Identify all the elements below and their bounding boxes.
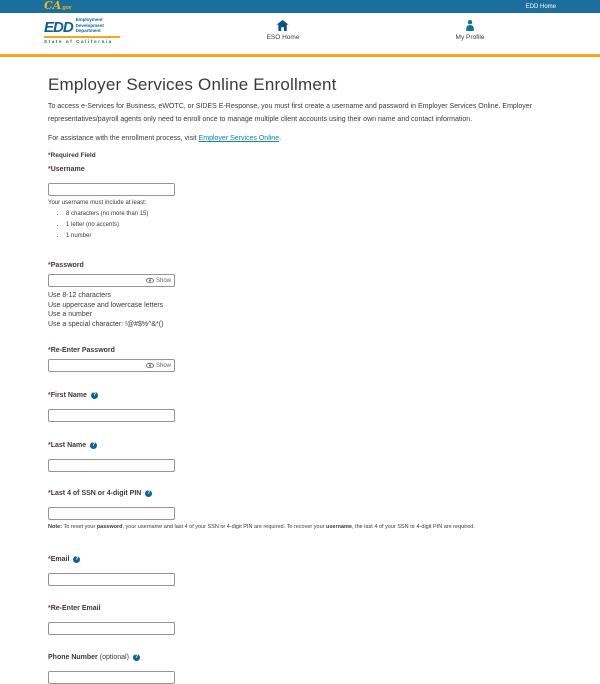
last-name-input[interactable] [48,459,175,472]
required-field-note: *Required Field [48,152,96,159]
username-requirements [66,210,552,240]
phone-help-icon[interactable]: ? [134,654,139,660]
password-rule: Use a number [48,311,92,318]
first-name-group [48,392,552,422]
utility-bar [0,0,600,13]
page-title: Employer Services Online Enrollment [48,75,337,94]
ssn-pin-label: *Last 4 of SSN or 4-digit PIN ? [48,490,151,497]
email-help-icon[interactable]: ? [75,556,79,562]
nav-eso-home[interactable] [267,20,300,41]
last-name-label: *Last Name ? [48,442,96,449]
enrollment-form [0,57,600,684]
last-name-group [48,442,552,472]
username-requirement: • 8 characters (no more than 15) [66,210,552,218]
first-name-help-icon[interactable]: ? [92,392,97,398]
username-input[interactable] [48,183,175,196]
ssn-pin-note: Note: To reset your password, your username and last 4 of your SSN or 4-digit PIN are required. To recover your username, the last 4 of your SSN or 4-digit PIN are required. [48,524,475,530]
home-icon [277,20,289,31]
email-input[interactable] [48,573,175,586]
password-rule: Use 8-12 characters [48,292,112,299]
eye-icon [146,363,154,368]
username-hint: Your username must include at least: [48,200,147,206]
password-rule: Use uppercase and lowercase letters [48,301,164,309]
phone-group [48,654,552,684]
phone-label: Phone Number (optional) ? [48,654,139,661]
first-name-input[interactable] [48,409,175,422]
edd-tagline: State of California [44,38,113,44]
intro-text: To access e-Services for Business, eWOTC, or SIDES E-Response, you must first create a username and password in Employer Services Online. Employer representatives/payroll agents only need to enroll once to manage multiple client accounts using their own name and contact information. [48,103,532,123]
ca-gov-logo-text: CA [44,0,62,12]
email-label: *Email ? [48,556,79,563]
ssn-pin-group [48,490,552,530]
username-requirement: • 1 number [66,232,552,240]
phone-input[interactable] [48,671,175,684]
nav-eso-home-label: ESO Home [266,34,300,41]
password-rule: Use a special character: !@#$%^&*() [48,320,164,328]
edd-acronym: EDD [44,18,73,36]
password-rules [48,291,552,329]
first-name-label: *First Name ? [48,392,97,399]
show-password-toggle[interactable]: Show [146,278,174,284]
eye-icon [146,278,154,283]
edd-home-link[interactable]: EDD Home [525,3,556,10]
profile-icon [466,20,475,31]
edd-logo[interactable] [44,17,120,44]
password-label: *Password [48,262,84,269]
edd-department-name: Employment Development Department [75,17,104,33]
reenter-password-field [48,359,175,372]
reenter-password-input[interactable] [49,360,146,371]
ssn-pin-help-icon[interactable]: ? [147,490,151,496]
ca-gov-logo[interactable]: CA.gov [44,0,72,12]
email-group [48,556,552,586]
nav-my-profile[interactable] [456,20,485,41]
reenter-password-label: *Re-Enter Password [48,347,115,354]
password-input[interactable] [49,275,146,286]
reenter-email-input[interactable] [48,622,175,635]
username-requirement: • 1 letter (no accents) [66,221,552,229]
username-group [48,166,552,240]
reenter-email-label: *Re-Enter Email [48,605,101,612]
employer-services-online-link[interactable]: Employer Services Online [198,135,280,142]
site-header [0,13,600,54]
edd-logo-gold-rule [44,36,120,38]
password-group [48,262,552,329]
username-label: *Username [48,166,85,173]
nav-my-profile-label: My Profile [455,34,485,41]
password-field [48,274,175,287]
assistance-text: For assistance with the enrollment process, visit Employer Services Online. [48,135,282,142]
reenter-password-group [48,347,552,372]
show-reenter-password-toggle[interactable]: Show [146,363,174,369]
last-name-help-icon[interactable]: ? [91,442,96,448]
ssn-pin-input[interactable] [48,507,175,520]
reenter-email-group [48,605,552,635]
